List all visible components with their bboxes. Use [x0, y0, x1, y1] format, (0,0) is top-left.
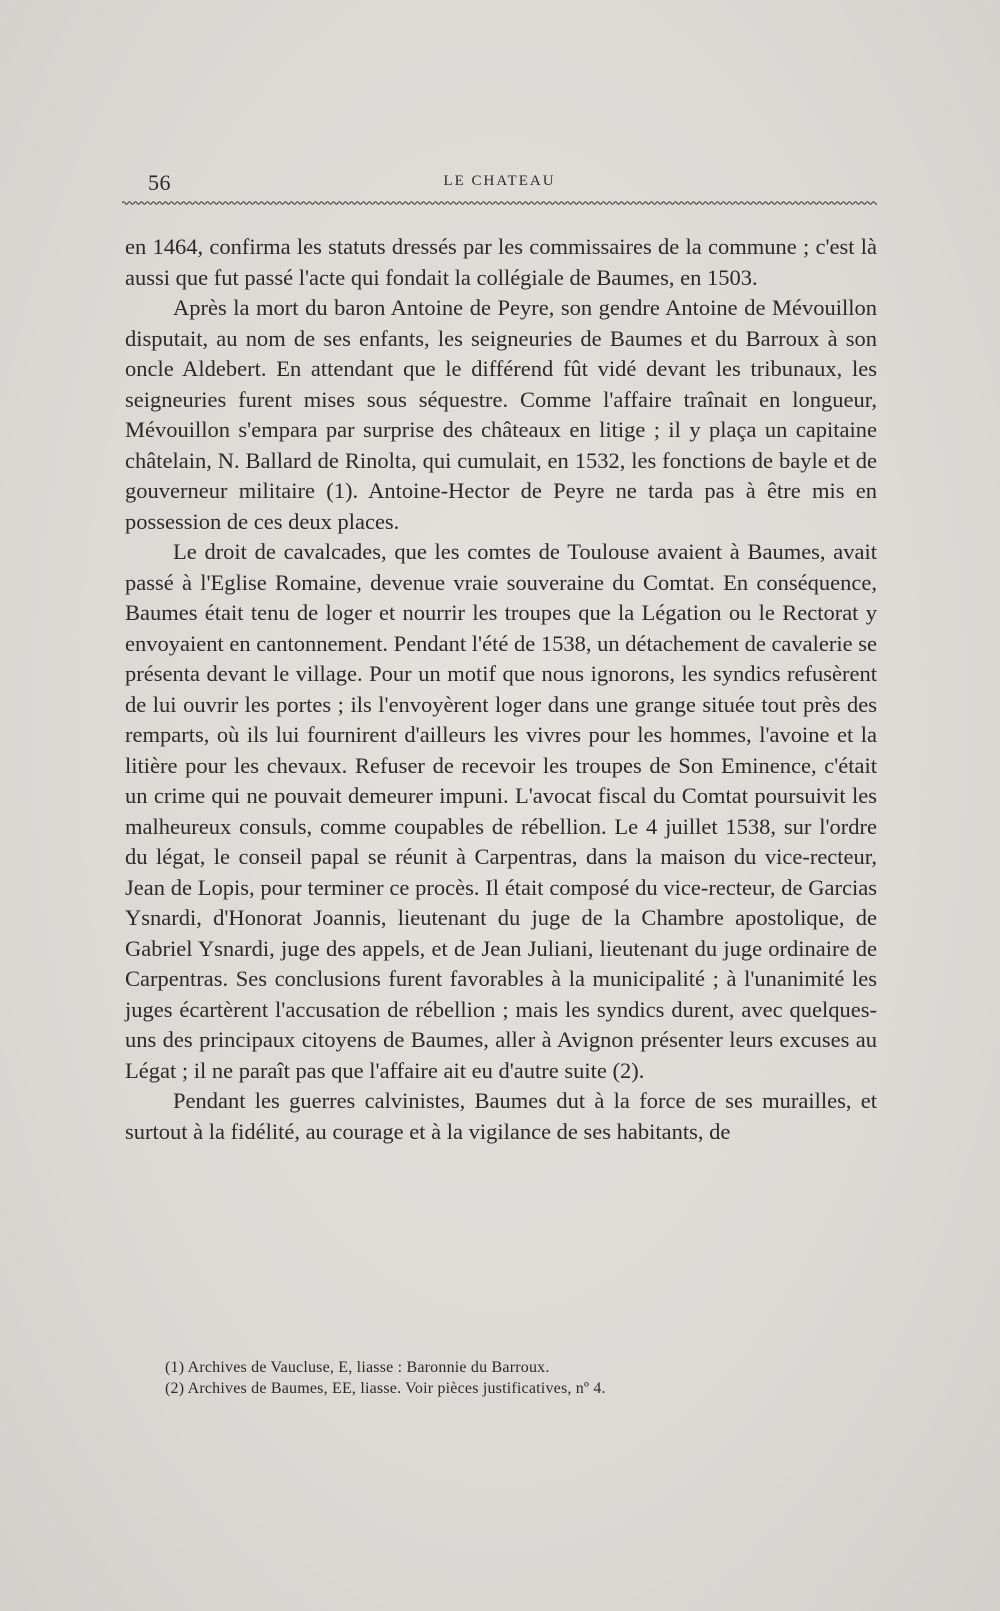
paragraph: en 1464, confirma les statuts dressés par les commissaires de la commune ; c'est là aussi que fut passé l'acte qui fondait la collégiale de Baumes, en 1503.	[125, 234, 877, 290]
footnote: (2) Archives de Baumes, EE, liasse. Voir pièces justificatives, nº 4.	[165, 1380, 606, 1397]
footnotes	[165, 1357, 865, 1399]
running-head	[122, 168, 877, 198]
paragraph: Le droit de cavalcades, que les comtes de Toulouse avaient à Baumes, avait passé à l'Eglise Romaine, devenue vraie souveraine du Comtat. En conséquence, Baumes était tenu de loger et nourrir les troupes que la Légation ou le Rectorat y envoyaient en cantonnement. Pendant l'été de 1538, un détachement de cavalerie se présenta devant le village. Pour un motif que nous ignorons, les syndics refusèrent de lui ouvrir les portes ; ils l'envoyèrent loger dans une grange située tout près des remparts, où ils lui fournirent d'ailleurs les vivres pour les hommes, l'avoine et la litière pour les chevaux. Refuser de recevoir les troupes de Son Eminence, c'était un crime qui ne pouvait demeurer impuni. L'avocat fiscal du Comtat poursuivit les malheureux consuls, comme coupables de rébellion. Le 4 juillet 1538, sur l'ordre du légat, le conseil papal se réunit à Carpentras, dans la maison du vice-recteur, Jean de Lopis, pour terminer ce procès. Il était composé du vice-recteur, de Garcias Ysnardi, d'Honorat Joannis, lieutenant du juge de la Chambre apostolique, de Gabriel Ysnardi, juge des appels, et de Jean Juliani, lieutenant du juge ordinaire de Carpentras. Ses conclusions furent favorables à la municipalité ; à l'unanimité les juges écartèrent l'accusation de rébellion ; mais les syndics durent, avec quelques-uns des principaux citoyens de Baumes, aller à Avignon présenter leurs excuses au Légat ; il ne paraît pas que l'affaire ait eu d'autre suite (2).	[125, 539, 877, 1083]
paragraph: Pendant les guerres calvinistes, Baumes dut à la force de ses murailles, et surtout à la fidélité, au courage et à la vigilance de ses habitants, de	[125, 1088, 877, 1144]
footnote: (1) Archives de Vaucluse, E, liasse : Baronnie du Barroux.	[165, 1359, 550, 1376]
wavy-header-rule	[122, 199, 877, 207]
paragraph: Après la mort du baron Antoine de Peyre, son gendre Antoine de Mévouillon disputait, au nom de ses enfants, les seigneuries de Baumes et du Barroux à son oncle Aldebert. En attendant que le différend fût vidé devant les tribunaux, les seigneuries furent mises sous séquestre. Comme l'affaire traînait en longueur, Mévouillon s'empara par surprise des châteaux en litige ; il y plaça un capitaine châtelain, N. Ballard de Rinolta, qui cumulait, en 1532, les fonctions de bayle et de gouverneur militaire (1). Antoine-Hector de Peyre ne tarda pas à être mis en possession de ces deux places.	[125, 295, 877, 534]
body-text	[125, 232, 877, 1147]
page-number: 56	[148, 170, 171, 195]
running-title: LE CHATEAU	[443, 173, 556, 189]
